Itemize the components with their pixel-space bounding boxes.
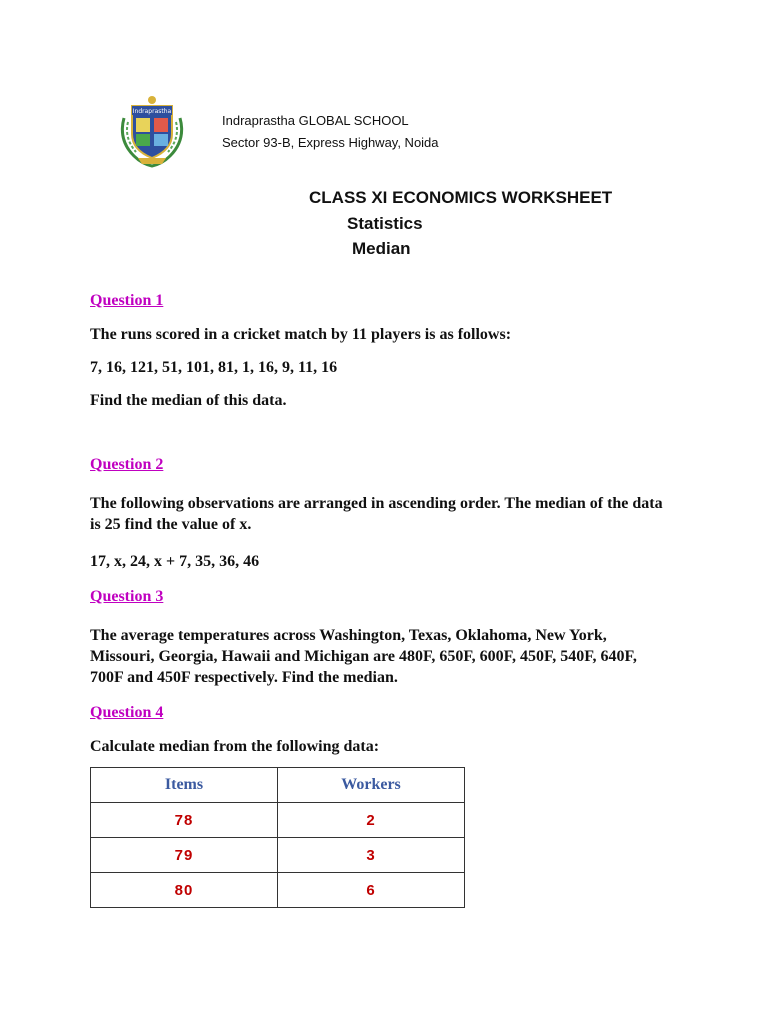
table-cell: 79 [91, 838, 278, 873]
question-1-heading: Question 1 [90, 292, 164, 309]
header-workers: Workers [278, 768, 465, 803]
question-1-text: The runs scored in a cricket match by 11 players is as follows: [90, 326, 512, 343]
school-address: Sector 93-B, Express Highway, Noida [222, 135, 439, 150]
question-2-data: 17, x, 24, x + 7, 35, 36, 46 [90, 553, 260, 570]
question-4-text: Calculate median from the following data: [90, 738, 380, 755]
question-2-text: The following observations are arranged in ascending order. The median of the data is 25 find the value of x. [90, 495, 663, 533]
table-row [91, 873, 465, 908]
question-1-data: 7, 16, 121, 51, 101, 81, 1, 16, 9, 11, 16 [90, 359, 338, 376]
header-items: Items [91, 768, 278, 803]
subject-title: Statistics [347, 214, 423, 233]
school-info [222, 110, 439, 154]
table-cell: 80 [91, 873, 278, 908]
crest-text: Indraprastha [132, 108, 172, 115]
question-1-prompt: Find the median of this data. [90, 392, 287, 409]
table-cell: 3 [278, 838, 465, 873]
question-2-heading: Question 2 [90, 456, 164, 473]
table-row [91, 838, 465, 873]
table-header-row [91, 768, 465, 803]
table-cell: 6 [278, 873, 465, 908]
school-name: Indraprastha GLOBAL SCHOOL [222, 113, 409, 128]
topic-title: Median [352, 239, 411, 258]
school-crest-icon [114, 92, 190, 168]
table-cell: 78 [91, 803, 278, 838]
median-data-table [90, 767, 465, 908]
question-3-heading: Question 3 [90, 588, 164, 605]
question-3-text: The average temperatures across Washington, Texas, Oklahoma, New York, Missouri, Georgia, Hawaii and Michigan are 480F, 650F, 600F, 450F, 540F, 640F, 700F and 450F respectively. Find the median. [90, 627, 637, 686]
worksheet-title: CLASS XI ECONOMICS WORKSHEET [309, 188, 613, 207]
table-row [91, 803, 465, 838]
table-cell: 2 [278, 803, 465, 838]
question-4-heading: Question 4 [90, 704, 164, 721]
